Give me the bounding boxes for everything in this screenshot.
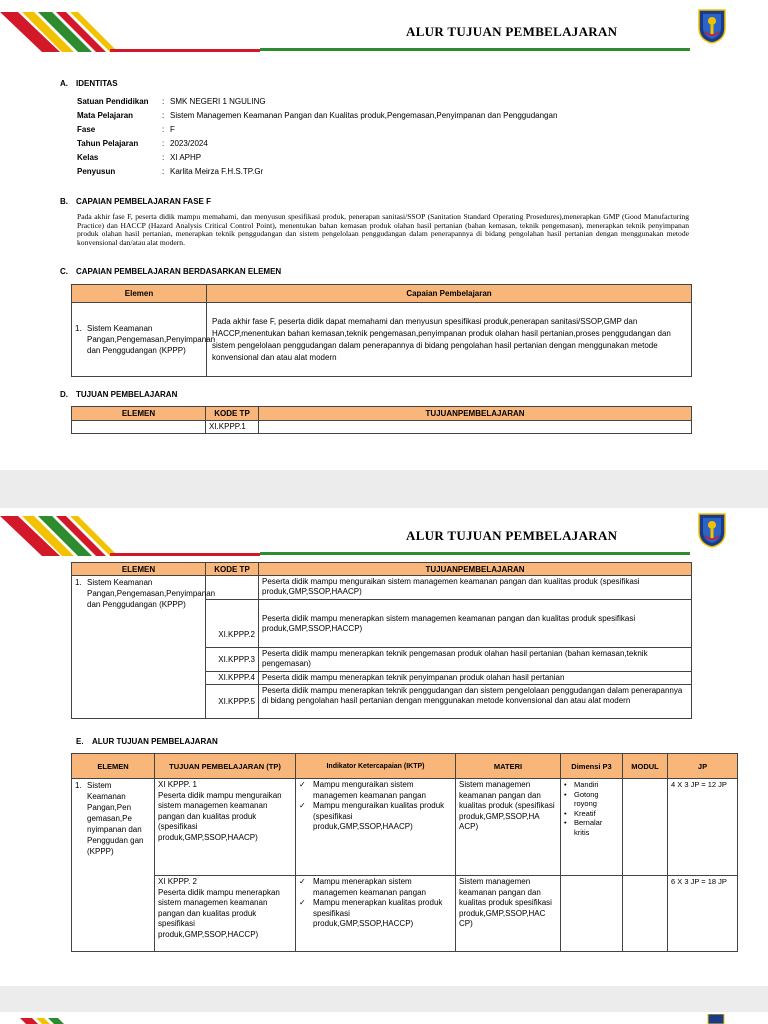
col-elemen: ELEMEN	[72, 754, 155, 779]
dimensi-item: • Bernalar kritis	[564, 818, 603, 837]
capaian-cell: Pada akhir fase F, peserta didik dapat memahami dan menyusun spesifikasi produk,penerapan sanitasi/SSOP,GMP dan HACCP,menentukan bahan kemasan,teknik pengemasan,penyimpanan produk olahan hasil pertanian,proses penggudangan dan sistem pengelolaan penggudangan dalam penerapannya di bidang pengolahan hasil pertanian dengan menggunakan metode konvensional dan atau alat modern	[207, 303, 692, 377]
col-capaian: Capaian Pembelajaran	[207, 285, 692, 303]
col-elemen: Elemen	[72, 285, 207, 303]
dimensi-cell	[561, 779, 623, 876]
identity-row-satuan: Satuan Pendidikan : SMK NEGERI 1 NGULING	[77, 97, 266, 106]
check-icon: ✓	[299, 801, 306, 810]
col-dimensi: Dimensi P3	[561, 754, 623, 779]
col-elemen: ELEMEN	[72, 563, 206, 576]
jp-cell: 4 X 3 JP = 12 JP	[668, 779, 738, 876]
materi-cell: Sistem managemen keamanan pangan dan kualitas produk spesifikasi produk,GMP,SSOP,HAC CP)	[456, 876, 561, 952]
dimensi-cell	[561, 876, 623, 952]
section-b-heading: B. CAPAIAN PEMBELAJARAN FASE F	[60, 197, 211, 206]
section-c-heading: C. CAPAIAN PEMBELAJARAN BERDASARKAN ELEMEN	[60, 267, 282, 276]
col-tujuan: TUJUANPEMBELAJARAN	[259, 407, 692, 421]
bullet-icon: •	[564, 780, 567, 789]
page-title: ALUR TUJUAN PEMBELAJARAN	[406, 528, 618, 543]
tp-text: Peserta didik mampu menguraikan sistem managemen keamanan pangan dan kualitas produk (spesifikasi produk,GMP,SSOP,HAACP)	[158, 790, 282, 842]
tujuan-cell	[259, 421, 692, 434]
kode-cell: XI.KPPP.5	[206, 685, 259, 719]
header-rule	[260, 48, 690, 51]
tujuan-table-start	[71, 406, 692, 434]
header-stripes	[0, 1012, 120, 1024]
tujuan-cell: Peserta didik mampu menerapkan teknik penggudangan dan sistem pengelolaan penggudangan dalam penerapannya di bidang pengolahan hasil pertanian dengan menggunakan metode konvensional dan atau alat modern	[259, 685, 692, 719]
header-stripes	[0, 508, 260, 568]
identity-row-tahun: Tahun Pelajaran : 2023/2024	[77, 139, 208, 148]
identity-row-mapel: Mata Pelajaran : Sistem Managemen Keamanan Pangan dan Kualitas produk,Pengemasan,Penyimpanan dan Penggudangan	[77, 111, 558, 120]
section-d-heading: D. TUJUAN PEMBELAJARAN	[60, 390, 178, 399]
page-3	[0, 1012, 768, 1024]
identity-row-kelas: Kelas : XI APHP	[77, 153, 202, 162]
kode-cell: XI.KPPP.4	[206, 672, 259, 685]
iktp-item: ✓ Mampu menerapkan sistem managemen keamanan pangan	[299, 877, 426, 897]
iktp-item: ✓ Mampu menguraikan sistem managemen keamanan pangan	[299, 780, 426, 800]
col-elemen: ELEMEN	[72, 407, 206, 421]
iktp-item: ✓ Mampu menguraikan kualitas produk (spesifikasi produk,GMP,SSOP,HAACP)	[299, 801, 445, 831]
tp-code: XI KPPP. 1	[158, 780, 197, 789]
province-emblem-icon	[706, 1014, 726, 1024]
col-iktp: Indikator Ketercapaian (IKTP)	[296, 754, 456, 779]
dimensi-item: • Gotong royong	[564, 789, 599, 808]
materi-cell: Sistem managemen keamanan pangan dan kualitas produk (spesifikasi produk,GMP,SSOP,HA ACP)	[456, 779, 561, 876]
tujuan-table	[71, 562, 692, 719]
check-icon: ✓	[299, 780, 306, 789]
tp-cell	[155, 876, 296, 952]
dimensi-item: • Mandiri	[564, 780, 599, 789]
section-e-heading: E. ALUR TUJUAN PEMBELAJARAN	[76, 737, 218, 746]
elemen-cell: 1. Sistem Keamanan Pangan,Pen gemasan,Pe nyimpanan dan Penggudan gan (KPPP)	[72, 779, 155, 952]
capaian-elemen-table	[71, 284, 692, 377]
col-kode-tp: KODE TP	[206, 407, 259, 421]
tp-text: Peserta didik mampu menerapkan sistem managemen keamanan pangan dan kualitas produk spesifikasi produk,GMP,SSOP,HACCP)	[158, 887, 280, 939]
section-a-heading: A. IDENTITAS	[60, 79, 118, 88]
kode-cell: XI.KPPP.3	[206, 648, 259, 672]
header-rule	[260, 552, 690, 555]
identity-row-penyusun: Penyusun : Karlita Meirza F.H.S.TP.Gr	[77, 167, 264, 176]
tp-cell	[155, 779, 296, 876]
page-2	[0, 508, 768, 986]
bullet-icon: •	[564, 818, 567, 827]
iktp-cell	[296, 779, 456, 876]
col-modul: MODUL	[623, 754, 668, 779]
check-icon: ✓	[299, 898, 306, 907]
elemen-cell	[72, 421, 206, 434]
kode-cell: XI.KPPP.2	[206, 600, 259, 648]
kode-cell: XI.KPPP.1	[206, 421, 259, 434]
col-tp: TUJUAN PEMBELAJARAN (TP)	[155, 754, 296, 779]
col-kode-tp: KODE TP	[206, 563, 259, 576]
tujuan-cell: Peserta didik mampu menerapkan teknik pengemasan produk olahan hasil pertanian (bahan kemasan,teknik pengemasan)	[259, 648, 692, 672]
tujuan-cell: Peserta didik mampu menerapkan sistem managemen keamanan pangan dan kualitas produk spesifikasi produk,GMP,SSOP,HACCP)	[259, 600, 692, 648]
tujuan-cell: Peserta didik mampu menguraikan sistem managemen keamanan pangan dan kualitas produk (spesifikasi produk,GMP,SSOP,HAACP)	[259, 576, 692, 600]
capaian-fase-paragraph: Pada akhir fase F, peserta didik mampu memahami, dan menyusun spesifikasi produk, penerapan sanitasi/SSOP (Sanitation Standard Operating Prosedures),menerapkan GMP (Good Manufacturing Practice) dan HACCP (Hazard Analysis Critical Control Point), menentukan bahan kemasan produk olahan hasil pertanian (bahan kemasan, teknik pengemasan), menerapkan teknik penyimpanan produk olahan hasil pertanian, menerapkan teknik penggudangan dan sistem pengelolaan penggudangan dalam penerapannya di bidang pengolahan hasil pertanian dengan menggunakan metode konvensional dan/atau alat modern.	[77, 212, 689, 248]
identity-row-fase: Fase : F	[77, 125, 175, 134]
page-1	[0, 0, 768, 470]
jp-cell: 6 X 3 JP = 18 JP	[668, 876, 738, 952]
bullet-icon: •	[564, 789, 567, 799]
col-tujuan: TUJUANPEMBELAJARAN	[259, 563, 692, 576]
modul-cell	[623, 779, 668, 876]
dimensi-item: • Kreatif	[564, 808, 596, 818]
col-materi: MATERI	[456, 754, 561, 779]
iktp-item: ✓ Mampu menerapkan kualitas produk spesifikasi produk,GMP,SSOP,HACCP)	[299, 898, 443, 928]
page-title: ALUR TUJUAN PEMBELAJARAN	[406, 24, 618, 39]
elemen-cell: 1. Sistem Keamanan Pangan,Pengemasan,Penyimpanan dan Penggudangan (KPPP)	[72, 303, 207, 377]
tujuan-cell: Peserta didik mampu menerapkan teknik penyimpanan produk olahan hasil pertanian	[259, 672, 692, 685]
tp-code: XI KPPP. 2	[158, 877, 197, 886]
province-emblem-icon	[697, 512, 727, 548]
elemen-cell: 1. Sistem Keamanan Pangan,Pengemasan,Penyimpanan dan Penggudangan (KPPP)	[72, 576, 206, 719]
modul-cell	[623, 876, 668, 952]
header-stripes	[0, 0, 260, 60]
bullet-icon: •	[564, 808, 567, 818]
province-emblem-icon	[697, 8, 727, 44]
iktp-cell	[296, 876, 456, 952]
alur-tp-table	[71, 753, 738, 952]
check-icon: ✓	[299, 877, 306, 886]
col-jp: JP	[668, 754, 738, 779]
